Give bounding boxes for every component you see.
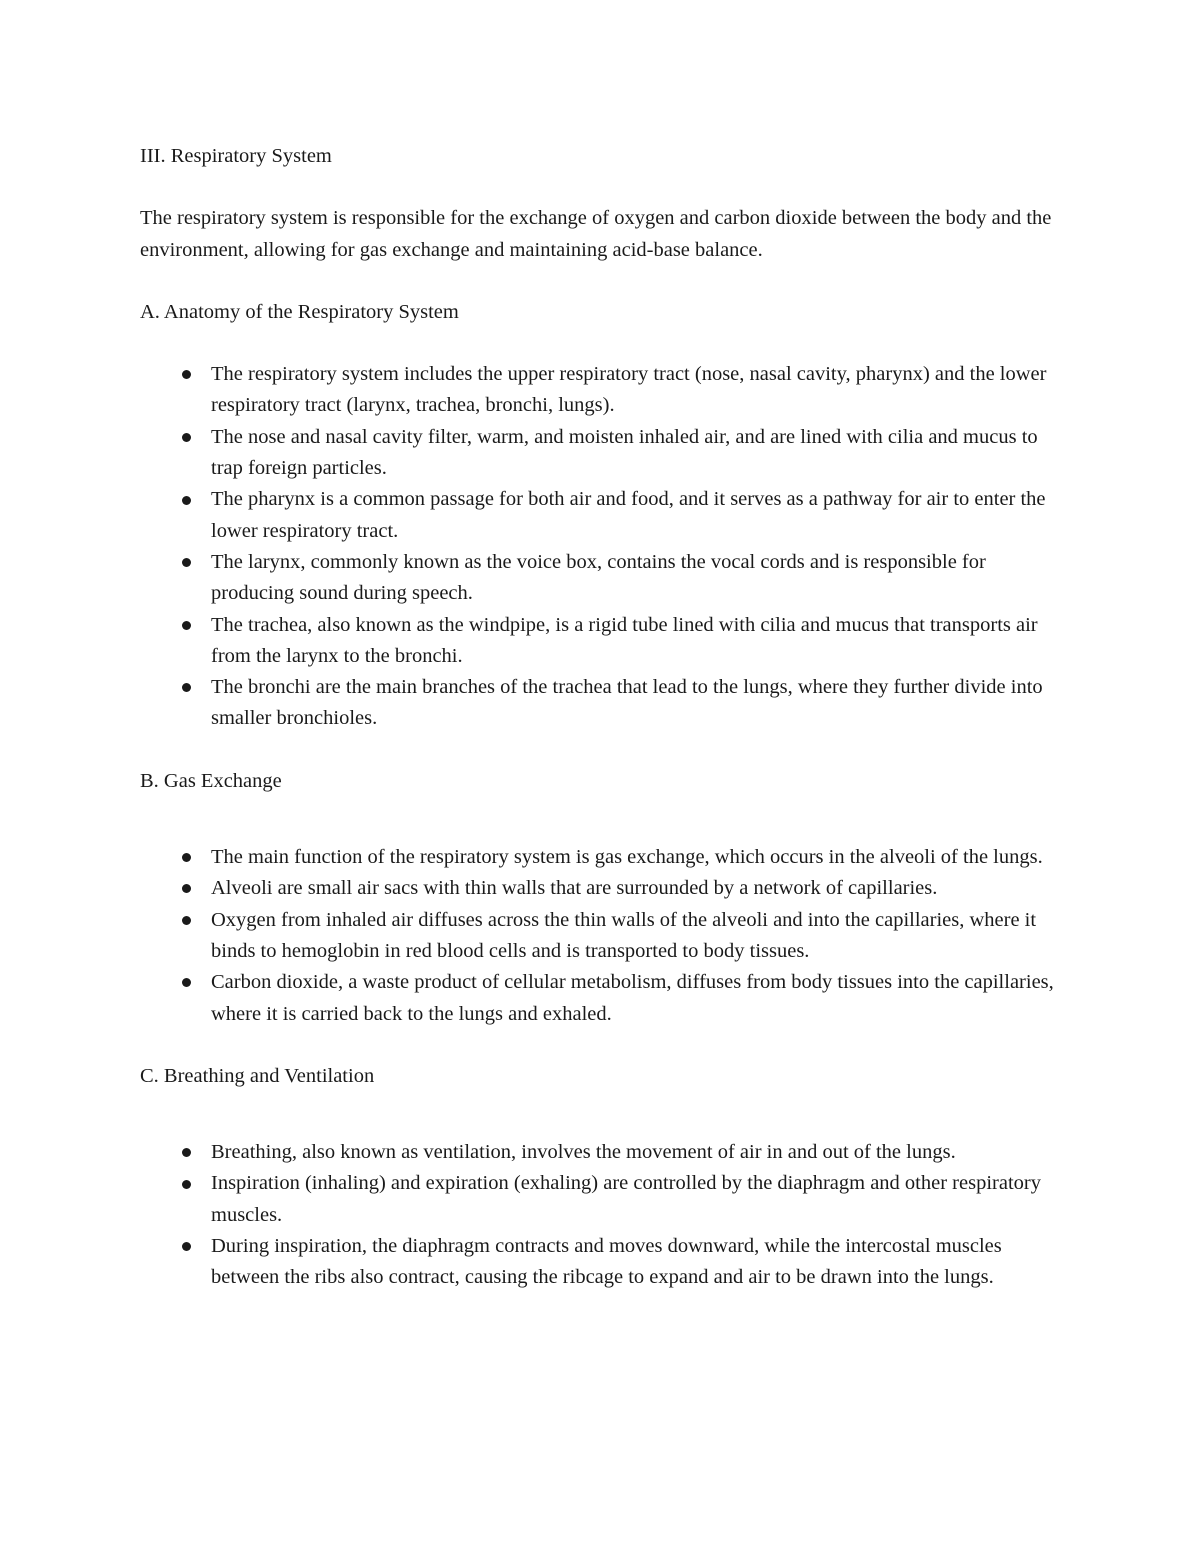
list-item bbox=[140, 1168, 1065, 1231]
bullet-icon bbox=[180, 967, 192, 998]
bullet-icon bbox=[180, 1231, 192, 1262]
list-item-text: The pharynx is a common passage for both air and food, and it serves as a pathway for air to enter the lower respiratory tract. bbox=[211, 488, 1046, 542]
list-item-text: The bronchi are the main branches of the trachea that lead to the lungs, where they further divide into smaller bronchioles. bbox=[211, 676, 1043, 730]
list-item-text: Oxygen from inhaled air diffuses across the thin walls of the alveoli and into the capillaries, where it binds to hemoglobin in red blood cells and is transported to body tissues. bbox=[211, 908, 1037, 962]
bullet-icon bbox=[180, 905, 192, 936]
bullet-icon bbox=[180, 359, 192, 390]
list-item bbox=[140, 484, 1065, 547]
bullet-icon bbox=[180, 547, 192, 578]
list-item-text: Inspiration (inhaling) and expiration (exhaling) are controlled by the diaphragm and other respiratory muscles. bbox=[211, 1172, 1041, 1226]
list-item bbox=[140, 1231, 1065, 1294]
list-item bbox=[140, 967, 1065, 1030]
list-item-text: Breathing, also known as ventilation, involves the movement of air in and out of the lungs. bbox=[211, 1141, 956, 1164]
list-item-text: The larynx, commonly known as the voice box, contains the vocal cords and is responsible for producing sound during speech. bbox=[211, 550, 986, 605]
list-item-text: The trachea, also known as the windpipe, is a rigid tube lined with cilia and mucus that transports air from the larynx to the bronchi. bbox=[211, 613, 1038, 667]
list-item-text: Alveoli are small air sacs with thin walls that are surrounded by a network of capillaries. bbox=[211, 877, 938, 900]
bullet-icon bbox=[180, 873, 192, 904]
gas-exchange-bullet-list bbox=[140, 842, 1065, 1030]
list-item bbox=[140, 1137, 1065, 1168]
bullet-icon bbox=[180, 610, 192, 641]
anatomy-bullet-list bbox=[140, 359, 1065, 735]
bullet-icon bbox=[180, 422, 192, 453]
breathing-bullet-list bbox=[140, 1137, 1065, 1293]
list-item-text: The main function of the respiratory system is gas exchange, which occurs in the alveoli of the lungs. bbox=[211, 846, 1043, 869]
section-heading-anatomy: A. Anatomy of the Respiratory System bbox=[140, 300, 459, 323]
document-title: III. Respiratory System bbox=[140, 145, 332, 167]
list-item-text: During inspiration, the diaphragm contracts and moves downward, while the intercostal muscles between the ribs also contract, causing the ribcage to expand and air to be drawn into the lungs. bbox=[211, 1235, 1002, 1289]
section-heading-gas-exchange: B. Gas Exchange bbox=[140, 769, 282, 792]
intro-paragraph: The respiratory system is responsible for the exchange of oxygen and carbon dioxide between the body and the environment, allowing for gas exchange and maintaining acid-base balance. bbox=[140, 207, 1052, 261]
bullet-icon bbox=[180, 1168, 192, 1199]
document-page bbox=[140, 141, 1065, 1325]
list-item bbox=[140, 672, 1065, 735]
bullet-icon bbox=[180, 484, 192, 515]
list-item bbox=[140, 905, 1065, 968]
bullet-icon bbox=[180, 842, 192, 873]
section-heading-breathing: C. Breathing and Ventilation bbox=[140, 1064, 375, 1087]
list-item bbox=[140, 359, 1065, 422]
list-item bbox=[140, 422, 1065, 485]
list-item bbox=[140, 547, 1065, 610]
list-item bbox=[140, 873, 1065, 904]
bullet-icon bbox=[180, 672, 192, 703]
list-item bbox=[140, 610, 1065, 673]
list-item-text: The nose and nasal cavity filter, warm, and moisten inhaled air, and are lined with cilia and mucus to trap foreign particles. bbox=[211, 425, 1038, 480]
bullet-icon bbox=[180, 1137, 192, 1168]
list-item-text: Carbon dioxide, a waste product of cellular metabolism, diffuses from body tissues into the capillaries, where it is carried back to the lungs and exhaled. bbox=[211, 971, 1054, 1025]
list-item-text: The respiratory system includes the upper respiratory tract (nose, nasal cavity, pharynx) and the lower respiratory tract (larynx, trachea, bronchi, lungs). bbox=[211, 363, 1047, 417]
list-item bbox=[140, 842, 1065, 873]
